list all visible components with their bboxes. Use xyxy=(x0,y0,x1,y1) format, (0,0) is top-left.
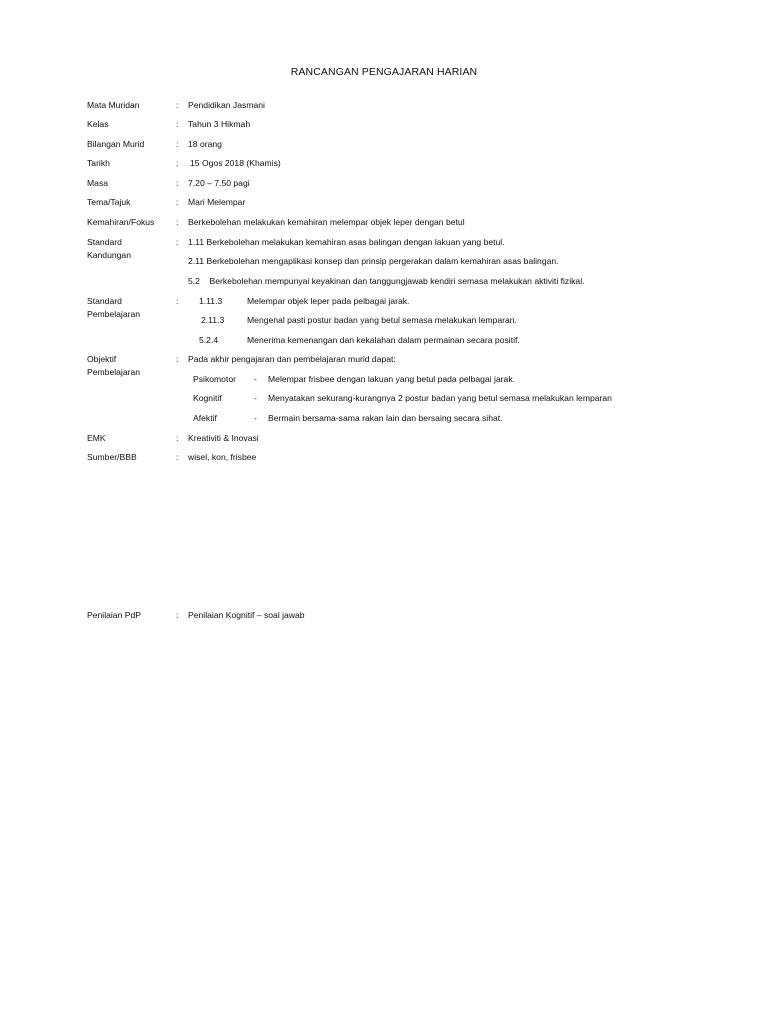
colon: : xyxy=(176,433,179,443)
penilaian-value: Penilaian Kognitif – soal jawab xyxy=(188,610,305,620)
colon: : xyxy=(176,452,179,462)
dash: - xyxy=(254,393,257,403)
standard-pembelajaran-code: 5.2.4 xyxy=(199,335,219,345)
tema-value: Mari Melempar xyxy=(188,197,246,207)
kemahiran-value: Berkebolehan melakukan kemahiran melempar objek leper dengan betul xyxy=(188,217,465,227)
colon: : xyxy=(176,119,179,129)
bilangan-murid-value: 18 orang xyxy=(188,139,222,149)
dash: - xyxy=(254,413,257,423)
kelas-label: Kelas xyxy=(87,119,109,129)
standard-kandungan-item: 2.11 Berkebolehan mengaplikasi konsep dan prinsip pergerakan dalam kemahiran asas balingan. xyxy=(188,256,559,266)
sumber-value: wisel, kon, frisbee xyxy=(188,452,257,462)
colon: : xyxy=(176,100,179,110)
kemahiran-label: Kemahiran/Fokus xyxy=(87,217,155,227)
tema-label: Tema/Tajuk xyxy=(87,197,131,207)
colon: : xyxy=(176,158,179,168)
standard-pembelajaran-label-1: Standard xyxy=(87,296,122,306)
colon: : xyxy=(176,610,179,620)
sumber-label: Sumber/BBB xyxy=(87,452,137,462)
standard-kandungan-label-2: Kandungan xyxy=(87,250,131,260)
tarikh-value: 15 Ogos 2018 (Khamis) xyxy=(190,158,281,168)
objektif-text: Menyatakan sekurang-kurangnya 2 postur badan yang betul semasa melakukan lemparan xyxy=(268,393,612,403)
kelas-value: Tahun 3 Hikmah xyxy=(188,119,251,129)
colon: : xyxy=(176,197,179,207)
standard-pembelajaran-label-2: Pembelajaran xyxy=(87,309,141,319)
objektif-label-2: Pembelajaran xyxy=(87,367,141,377)
mata-muridan-label: Mata Muridan xyxy=(87,100,140,110)
colon: : xyxy=(176,354,179,364)
standard-pembelajaran-text: Menerima kemenangan dan kekalahan dalam permainan secara positif. xyxy=(247,335,520,345)
colon: : xyxy=(176,139,179,149)
standard-pembelajaran-code: 2.11.3 xyxy=(201,315,225,325)
mata-muridan-value: Pendidikan Jasmani xyxy=(188,100,265,110)
standard-pembelajaran-code: 1.11.3 xyxy=(199,296,223,306)
objektif-intro: Pada akhir pengajaran dan pembelajaran murid dapat: xyxy=(188,354,396,364)
standard-kandungan-item: 1.11 Berkebolehan melakukan kemahiran asas balingan dengan lakuan yang betul. xyxy=(188,237,505,247)
masa-value: 7.20 – 7.50 pagi xyxy=(188,178,250,188)
tarikh-label: Tarikh xyxy=(87,158,110,168)
emk-label: EMK xyxy=(87,433,106,443)
masa-label: Masa xyxy=(87,178,109,188)
objektif-text: Bermain bersama-sama rakan lain dan bersaing secara sihat. xyxy=(268,413,503,423)
objektif-domain: Kognitif xyxy=(193,393,222,403)
colon: : xyxy=(176,217,179,227)
objektif-label-1: Objektif xyxy=(87,354,117,364)
emk-value: Kreativiti & Inovasi xyxy=(188,433,259,443)
objektif-text: Melempar frisbee dengan lakuan yang betul pada pelbagai jarak. xyxy=(268,374,515,384)
standard-kandungan-item: 5.2 Berkebolehan mempunyai keyakinan dan tanggungjawab kendiri semasa melakukan aktiviti fizikal. xyxy=(188,276,585,286)
standard-pembelajaran-text: Melempar objek leper pada pelbagai jarak. xyxy=(247,296,410,306)
standard-pembelajaran-text: Mengenal pasti postur badan yang betul semasa melakukan lemparan. xyxy=(247,315,517,325)
colon: : xyxy=(176,178,179,188)
penilaian-label: Penilaian PdP xyxy=(87,610,141,620)
colon: : xyxy=(176,296,179,306)
standard-kandungan-label-1: Standard xyxy=(87,237,122,247)
objektif-domain: Psikomotor xyxy=(193,374,236,384)
bilangan-murid-label: Bilangan Murid xyxy=(87,139,145,149)
document-title: RANCANGAN PENGAJARAN HARIAN xyxy=(290,66,478,78)
colon: : xyxy=(176,237,179,247)
objektif-domain: Afektif xyxy=(193,413,217,423)
dash: - xyxy=(254,374,257,384)
